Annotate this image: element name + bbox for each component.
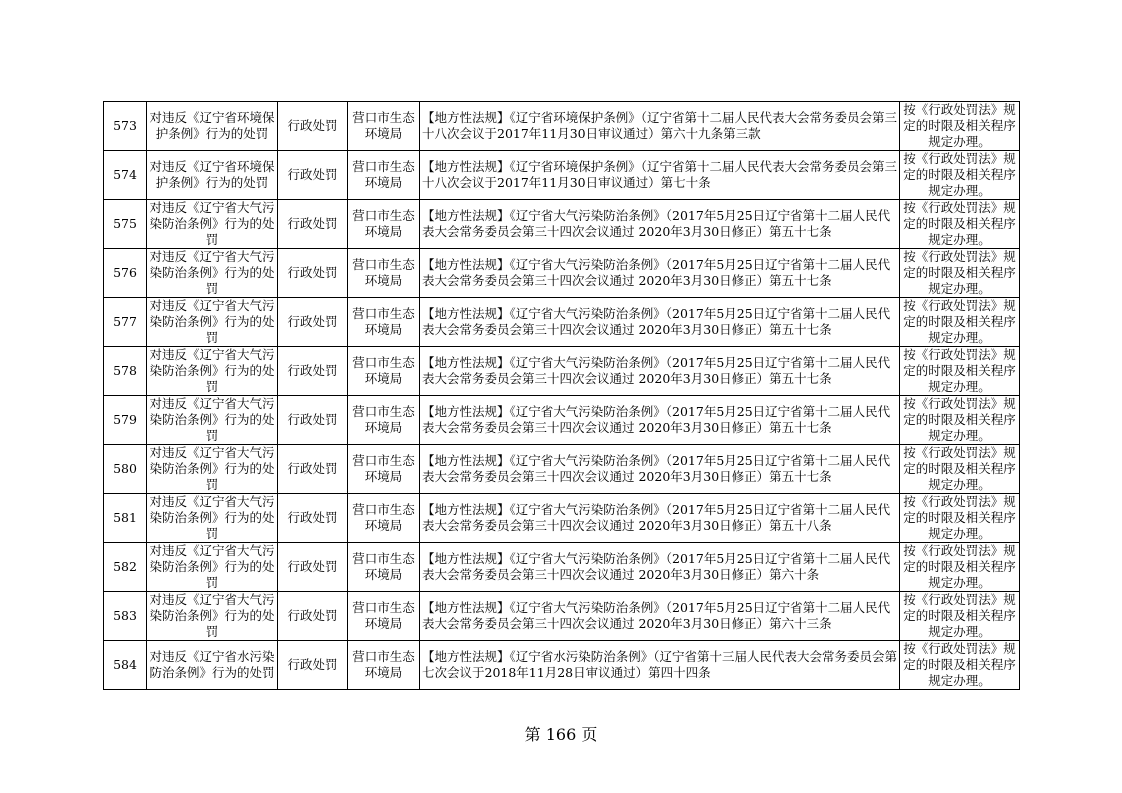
- table-row: [104, 494, 1020, 543]
- table-row: [104, 641, 1020, 690]
- procedure-note-cell: 按《行政处罚法》规定的时限及相关程序规定办理。: [900, 347, 1020, 396]
- enforcing-agency-cell: 营口市生态环境局: [348, 592, 420, 641]
- item-name-cell: 对违反《辽宁省大气污染防治条例》行为的处罚: [147, 249, 278, 298]
- table-row: [104, 151, 1020, 200]
- procedure-note-cell: 按《行政处罚法》规定的时限及相关程序规定办理。: [900, 151, 1020, 200]
- row-number-cell: 582: [104, 543, 147, 592]
- item-name-cell: 对违反《辽宁省环境保护条例》行为的处罚: [147, 102, 278, 151]
- table-row: [104, 249, 1020, 298]
- table-row: [104, 200, 1020, 249]
- row-number-cell: 584: [104, 641, 147, 690]
- item-name-cell: 对违反《辽宁省大气污染防治条例》行为的处罚: [147, 396, 278, 445]
- legal-basis-cell: 【地方性法规】《辽宁省大气污染防治条例》（2017年5月25日辽宁省第十二届人民代表大会常务委员会第三十四次会议通过 2020年3月30日修正）第五十七条: [420, 200, 900, 249]
- row-number-cell: 581: [104, 494, 147, 543]
- item-name-cell: 对违反《辽宁省大气污染防治条例》行为的处罚: [147, 200, 278, 249]
- page-number: 第 166 页: [524, 725, 598, 744]
- table-row: [104, 396, 1020, 445]
- item-type-cell: 行政处罚: [278, 494, 348, 543]
- procedure-note-cell: 按《行政处罚法》规定的时限及相关程序规定办理。: [900, 543, 1020, 592]
- legal-basis-cell: 【地方性法规】《辽宁省大气污染防治条例》（2017年5月25日辽宁省第十二届人民代表大会常务委员会第三十四次会议通过 2020年3月30日修正）第六十三条: [420, 592, 900, 641]
- item-name-cell: 对违反《辽宁省环境保护条例》行为的处罚: [147, 151, 278, 200]
- table-row: [104, 592, 1020, 641]
- legal-basis-cell: 【地方性法规】《辽宁省大气污染防治条例》（2017年5月25日辽宁省第十二届人民代表大会常务委员会第三十四次会议通过 2020年3月30日修正）第五十七条: [420, 347, 900, 396]
- procedure-note-cell: 按《行政处罚法》规定的时限及相关程序规定办理。: [900, 641, 1020, 690]
- enforcing-agency-cell: 营口市生态环境局: [348, 298, 420, 347]
- item-name-cell: 对违反《辽宁省大气污染防治条例》行为的处罚: [147, 445, 278, 494]
- enforcing-agency-cell: 营口市生态环境局: [348, 641, 420, 690]
- procedure-note-cell: 按《行政处罚法》规定的时限及相关程序规定办理。: [900, 200, 1020, 249]
- item-name-cell: 对违反《辽宁省大气污染防治条例》行为的处罚: [147, 347, 278, 396]
- item-name-cell: 对违反《辽宁省大气污染防治条例》行为的处罚: [147, 592, 278, 641]
- legal-basis-cell: 【地方性法规】《辽宁省大气污染防治条例》（2017年5月25日辽宁省第十二届人民代表大会常务委员会第三十四次会议通过 2020年3月30日修正）第六十条: [420, 543, 900, 592]
- row-number-cell: 580: [104, 445, 147, 494]
- row-number-cell: 579: [104, 396, 147, 445]
- procedure-note-cell: 按《行政处罚法》规定的时限及相关程序规定办理。: [900, 298, 1020, 347]
- table-row: [104, 298, 1020, 347]
- enforcing-agency-cell: 营口市生态环境局: [348, 347, 420, 396]
- procedure-note-cell: 按《行政处罚法》规定的时限及相关程序规定办理。: [900, 494, 1020, 543]
- table-row: [104, 102, 1020, 151]
- item-type-cell: 行政处罚: [278, 151, 348, 200]
- item-type-cell: 行政处罚: [278, 543, 348, 592]
- legal-basis-cell: 【地方性法规】《辽宁省水污染防治条例》（辽宁省第十三届人民代表大会常务委员会第七次会议于2018年11月28日审议通过）第四十四条: [420, 641, 900, 690]
- item-name-cell: 对违反《辽宁省大气污染防治条例》行为的处罚: [147, 298, 278, 347]
- legal-basis-cell: 【地方性法规】《辽宁省大气污染防治条例》（2017年5月25日辽宁省第十二届人民代表大会常务委员会第三十四次会议通过 2020年3月30日修正）第五十七条: [420, 298, 900, 347]
- item-type-cell: 行政处罚: [278, 641, 348, 690]
- legal-basis-cell: 【地方性法规】《辽宁省大气污染防治条例》（2017年5月25日辽宁省第十二届人民代表大会常务委员会第三十四次会议通过 2020年3月30日修正）第五十七条: [420, 445, 900, 494]
- row-number-cell: 575: [104, 200, 147, 249]
- row-number-cell: 573: [104, 102, 147, 151]
- item-type-cell: 行政处罚: [278, 592, 348, 641]
- procedure-note-cell: 按《行政处罚法》规定的时限及相关程序规定办理。: [900, 249, 1020, 298]
- table-body: [104, 102, 1020, 690]
- item-type-cell: 行政处罚: [278, 200, 348, 249]
- item-name-cell: 对违反《辽宁省大气污染防治条例》行为的处罚: [147, 543, 278, 592]
- item-type-cell: 行政处罚: [278, 347, 348, 396]
- item-type-cell: 行政处罚: [278, 298, 348, 347]
- enforcing-agency-cell: 营口市生态环境局: [348, 200, 420, 249]
- item-type-cell: 行政处罚: [278, 445, 348, 494]
- item-type-cell: 行政处罚: [278, 249, 348, 298]
- enforcing-agency-cell: 营口市生态环境局: [348, 102, 420, 151]
- legal-basis-cell: 【地方性法规】《辽宁省环境保护条例》（辽宁省第十二届人民代表大会常务委员会第三十八次会议于2017年11月30日审议通过）第六十九条第三款: [420, 102, 900, 151]
- table-row: [104, 445, 1020, 494]
- legal-basis-cell: 【地方性法规】《辽宁省大气污染防治条例》（2017年5月25日辽宁省第十二届人民代表大会常务委员会第三十四次会议通过 2020年3月30日修正）第五十七条: [420, 396, 900, 445]
- row-number-cell: 583: [104, 592, 147, 641]
- enforcing-agency-cell: 营口市生态环境局: [348, 445, 420, 494]
- row-number-cell: 574: [104, 151, 147, 200]
- procedure-note-cell: 按《行政处罚法》规定的时限及相关程序规定办理。: [900, 445, 1020, 494]
- legal-basis-cell: 【地方性法规】《辽宁省大气污染防治条例》（2017年5月25日辽宁省第十二届人民代表大会常务委员会第三十四次会议通过 2020年3月30日修正）第五十八条: [420, 494, 900, 543]
- enforcing-agency-cell: 营口市生态环境局: [348, 543, 420, 592]
- row-number-cell: 578: [104, 347, 147, 396]
- enforcing-agency-cell: 营口市生态环境局: [348, 396, 420, 445]
- procedure-note-cell: 按《行政处罚法》规定的时限及相关程序规定办理。: [900, 396, 1020, 445]
- item-type-cell: 行政处罚: [278, 102, 348, 151]
- procedure-note-cell: 按《行政处罚法》规定的时限及相关程序规定办理。: [900, 102, 1020, 151]
- table-row: [104, 543, 1020, 592]
- item-name-cell: 对违反《辽宁省水污染防治条例》行为的处罚: [147, 641, 278, 690]
- row-number-cell: 577: [104, 298, 147, 347]
- item-name-cell: 对违反《辽宁省大气污染防治条例》行为的处罚: [147, 494, 278, 543]
- legal-basis-cell: 【地方性法规】《辽宁省大气污染防治条例》（2017年5月25日辽宁省第十二届人民代表大会常务委员会第三十四次会议通过 2020年3月30日修正）第五十七条: [420, 249, 900, 298]
- enforcing-agency-cell: 营口市生态环境局: [348, 151, 420, 200]
- penalty-table: [103, 101, 1020, 690]
- procedure-note-cell: 按《行政处罚法》规定的时限及相关程序规定办理。: [900, 592, 1020, 641]
- legal-basis-cell: 【地方性法规】《辽宁省环境保护条例》（辽宁省第十二届人民代表大会常务委员会第三十八次会议于2017年11月30日审议通过）第七十条: [420, 151, 900, 200]
- row-number-cell: 576: [104, 249, 147, 298]
- enforcing-agency-cell: 营口市生态环境局: [348, 494, 420, 543]
- table-row: [104, 347, 1020, 396]
- item-type-cell: 行政处罚: [278, 396, 348, 445]
- enforcing-agency-cell: 营口市生态环境局: [348, 249, 420, 298]
